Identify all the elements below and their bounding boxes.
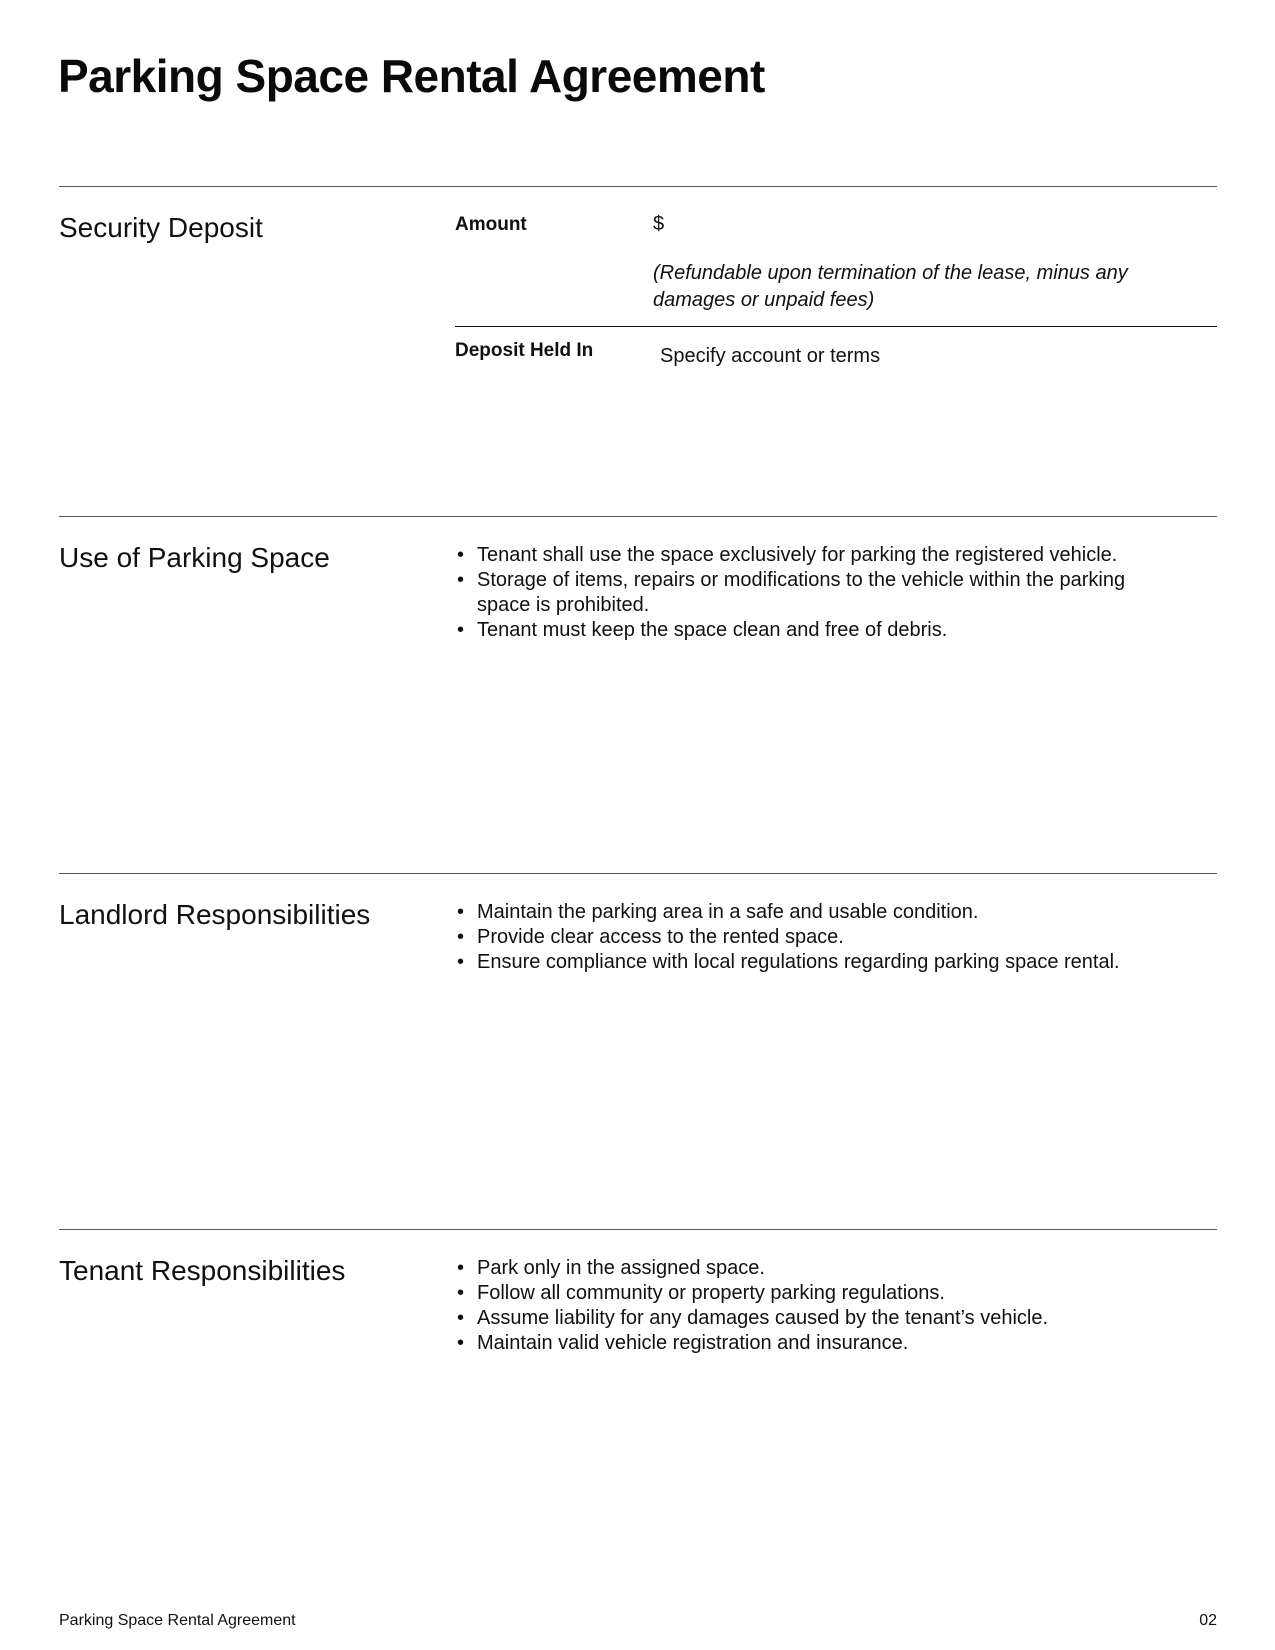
amount-label: Amount (455, 214, 527, 235)
use-of-space-list (457, 543, 1177, 643)
list-item: • Maintain valid vehicle registration and insurance. (457, 1332, 909, 1354)
list-item: • Assume liability for any damages caused by the tenant’s vehicle. (457, 1307, 1049, 1329)
bullet-icon: • (457, 951, 465, 973)
list-item: • Ensure compliance with local regulations regarding parking space rental. (457, 951, 1120, 973)
list-item: • Tenant shall use the space exclusively for parking the registered vehicle. (457, 544, 1118, 566)
footer-page-number: 02 (1199, 1612, 1217, 1629)
amount-value: $ (653, 213, 665, 235)
field-divider (455, 326, 1217, 327)
tenant-responsibilities-list (457, 1256, 1177, 1356)
footer-document-name: Parking Space Rental Agreement (59, 1612, 296, 1629)
section-divider (59, 1229, 1217, 1230)
list-item: • Storage of items, repairs or modifications to the vehicle within the parking space is prohibited. (457, 569, 1126, 616)
bullet-icon: • (457, 926, 465, 948)
landlord-responsibilities-list (457, 900, 1177, 975)
list-item: • Maintain the parking area in a safe and usable condition. (457, 901, 979, 923)
bullet-icon: • (457, 1332, 465, 1354)
bullet-icon: • (457, 1282, 465, 1304)
list-item: • Follow all community or property parking regulations. (457, 1282, 945, 1304)
bullet-icon: • (457, 544, 465, 566)
list-item: • Park only in the assigned space. (457, 1257, 765, 1279)
bullet-icon: • (457, 1257, 465, 1279)
deposit-held-in-label: Deposit Held In (455, 340, 594, 361)
document-title: Parking Space Rental Agreement (58, 50, 765, 102)
amount-refund-note: (Refundable upon termination of the lease, minus any damages or unpaid fees) (653, 262, 1128, 311)
list-item: • Tenant must keep the space clean and free of debris. (457, 619, 948, 641)
deposit-held-in-value: Specify account or terms (660, 345, 881, 367)
section-divider (59, 186, 1217, 187)
section-heading-use-of-parking-space: Use of Parking Space (59, 542, 330, 573)
list-item: • Provide clear access to the rented space. (457, 926, 844, 948)
section-heading-security-deposit: Security Deposit (59, 212, 263, 243)
section-divider (59, 873, 1217, 874)
section-heading-landlord-responsibilities: Landlord Responsibilities (59, 899, 371, 930)
bullet-icon: • (457, 1307, 465, 1329)
bullet-icon: • (457, 569, 465, 591)
bullet-icon: • (457, 619, 465, 641)
section-heading-tenant-responsibilities: Tenant Responsibilities (59, 1255, 346, 1286)
bullet-icon: • (457, 901, 465, 923)
section-divider (59, 516, 1217, 517)
